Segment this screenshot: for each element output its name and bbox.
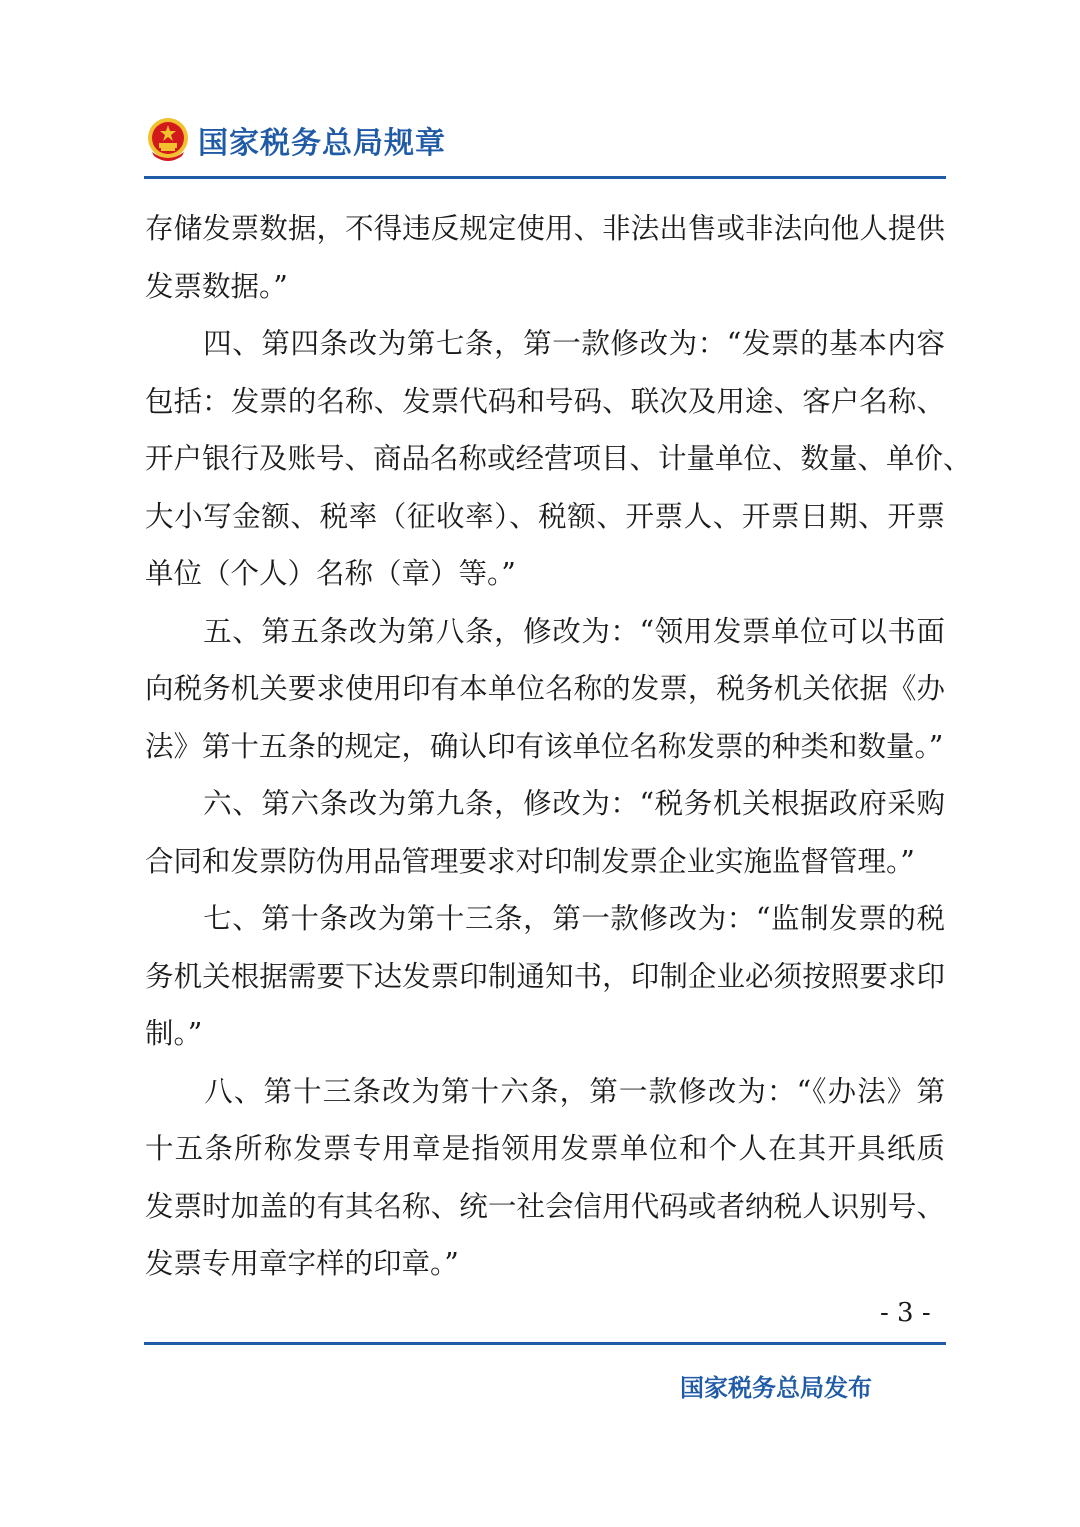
text-line: 发票时加盖的有其名称、统一社会信用代码或者纳税人识别号、 xyxy=(145,1189,945,1223)
text-line: 开户银行及账号、商品名称或经营项目、计量单位、数量、单价、 xyxy=(145,442,972,475)
text-line: 发票数据。” xyxy=(145,269,288,303)
text-line: 合同和发票防伪用品管理要求对印制发票企业实施监督管理。” xyxy=(145,844,915,878)
text-line: 七、第十条改为第十三条，第一款修改为：“监制发票的税 xyxy=(145,902,945,935)
text-line: 十五条所称发票专用章是指领用发票单位和个人在其开具纸质 xyxy=(145,1132,945,1165)
footer-divider xyxy=(144,1342,946,1345)
text-line: 发票专用章字样的印章。” xyxy=(145,1247,459,1280)
text-line: 法》第十五条的规定，确认印有该单位名称发票的种类和数量。” xyxy=(145,729,944,763)
page-number: - 3 - xyxy=(880,1298,931,1328)
document-body xyxy=(145,200,972,1293)
text-line: 六、第六条改为第九条，修改为：“税务机关根据政府采购 xyxy=(145,787,945,820)
text-line: 大小写金额、税率（征收率）、税额、开票人、开票日期、开票 xyxy=(145,499,945,533)
publisher-footer: 国家税务总局发布 xyxy=(680,1374,872,1402)
header-divider xyxy=(144,176,946,179)
text-line: 务机关根据需要下达发票印制通知书，印制企业必须按照要求印 xyxy=(145,959,945,993)
national-emblem-icon xyxy=(146,116,190,164)
text-line: 制。” xyxy=(145,1017,203,1050)
text-line: 包括：发票的名称、发票代码和号码、联次及用途、客户名称、 xyxy=(145,384,945,418)
text-line: 存储发票数据，不得违反规定使用、非法出售或非法向他人提供 xyxy=(145,212,945,245)
text-line: 八、第十三条改为第十六条，第一款修改为：“《办法》第 xyxy=(145,1074,945,1108)
text-line: 四、第四条改为第七条，第一款修改为：“发票的基本内容 xyxy=(145,327,945,360)
text-line: 五、第五条改为第八条，修改为：“领用发票单位可以书面 xyxy=(145,614,945,648)
header xyxy=(146,112,446,168)
text-line: 向税务机关要求使用印有本单位名称的发票，税务机关依据《办 xyxy=(145,672,945,705)
text-line: 单位（个人）名称（章）等。” xyxy=(145,557,516,590)
page-title: 国家税务总局规章 xyxy=(198,126,446,161)
